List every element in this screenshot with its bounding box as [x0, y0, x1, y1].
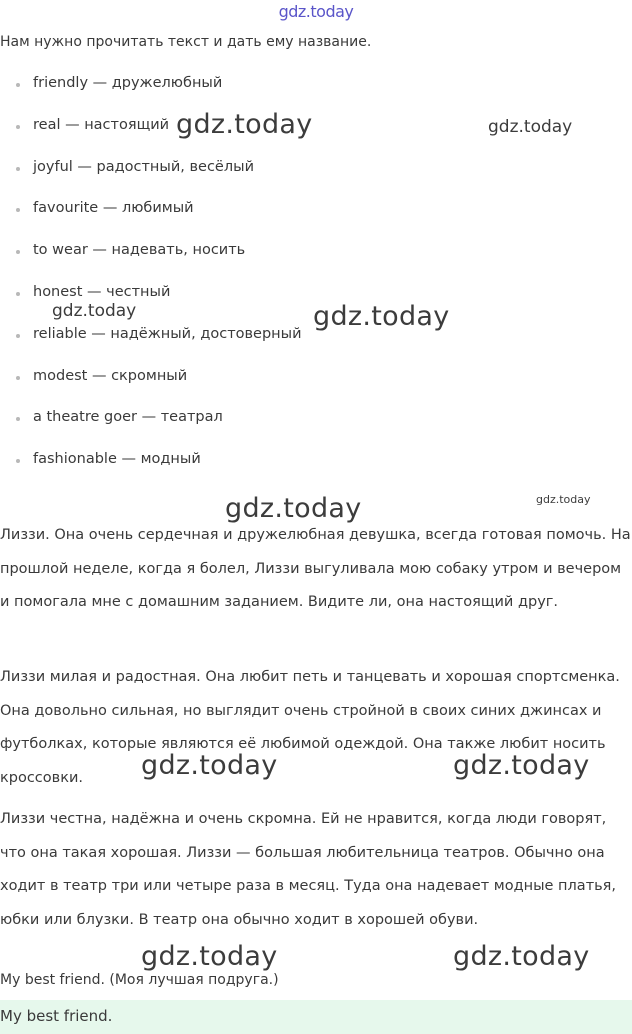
vocabulary-item: [0, 147, 302, 189]
vocabulary-text: joyful — радостный, весёлый: [33, 158, 254, 175]
bullet-icon: [16, 459, 20, 463]
watermark: gdz.today: [176, 109, 313, 140]
watermark: gdz.today: [488, 117, 573, 137]
site-logo[interactable]: gdz.today: [278, 2, 354, 21]
bullet-icon: [16, 83, 20, 87]
watermark: gdz.today: [141, 941, 278, 972]
bullet-icon: [16, 334, 20, 338]
vocabulary-text: honest — честный: [33, 283, 171, 300]
vocabulary-text: to wear — надевать, носить: [33, 242, 246, 259]
watermark: gdz.today: [52, 301, 137, 321]
vocabulary-item: [0, 188, 302, 230]
vocabulary-text: modest — скромный: [33, 367, 188, 384]
bullet-icon: [16, 208, 20, 212]
answer-box: [0, 1000, 632, 1034]
vocabulary-text: reliable — надёжный, достоверный: [33, 325, 302, 342]
vocabulary-item: [0, 272, 302, 314]
answer-label: My best friend. (Моя лучшая подруга.): [0, 972, 279, 988]
watermark: gdz.today: [313, 301, 450, 332]
watermark: gdz.today: [453, 750, 590, 781]
bullet-icon: [16, 376, 20, 380]
paragraph-1: Лиззи. Она очень сердечная и дружелюбная девушка, всегда готовая помочь. На прошлой неделе, когда я болел, Лиззи выгуливала мою собаку утром и вечером и помогала мне с домашним заданием. Видите ли, она настоящий друг.: [0, 527, 631, 610]
answer-text: My best friend.: [0, 1007, 113, 1025]
vocabulary-text: a theatre goer — театрал: [33, 409, 223, 426]
paragraph-3: Лиззи честна, надёжна и очень скромна. Ей не нравится, когда люди говорят, что она такая хорошая. Лиззи — большая любительница театров. Обычно она ходит в театр три или четыре раза в месяц. Туда она надевает модные платья, юбки или блузки. В театр она обычно ходит в хорошей обуви.: [0, 811, 617, 928]
task-instruction: Нам нужно прочитать текст и дать ему название.: [0, 34, 372, 50]
vocabulary-text: favourite — любимый: [33, 200, 194, 217]
bullet-icon: [16, 417, 20, 421]
vocabulary-text: fashionable — модный: [33, 451, 201, 468]
vocabulary-text: real — настоящий: [33, 116, 170, 133]
vocabulary-text: friendly — дружелюбный: [33, 75, 223, 91]
paragraph-2: Лиззи милая и радостная. Она любит петь и танцевать и хорошая спортсменка. Она довольно сильная, но выглядит очень стройной в своих синих джинсах и футболках, которые являются её любимой одеждой. Она также любит носить кроссовки.: [0, 669, 620, 786]
watermark: gdz.today: [141, 750, 278, 781]
bullet-icon: [16, 292, 20, 296]
watermark: gdz.today: [225, 493, 362, 524]
vocabulary-item: [0, 230, 302, 272]
vocabulary-item: [0, 63, 302, 105]
vocabulary-item: [0, 314, 302, 356]
watermark: gdz.today: [453, 941, 590, 972]
bullet-icon: [16, 167, 20, 171]
vocabulary-item: [0, 439, 302, 481]
bullet-icon: [16, 250, 20, 254]
vocabulary-item: [0, 397, 302, 439]
watermark: gdz.today: [536, 493, 591, 506]
vocabulary-item: [0, 356, 302, 398]
bullet-icon: [16, 125, 20, 129]
